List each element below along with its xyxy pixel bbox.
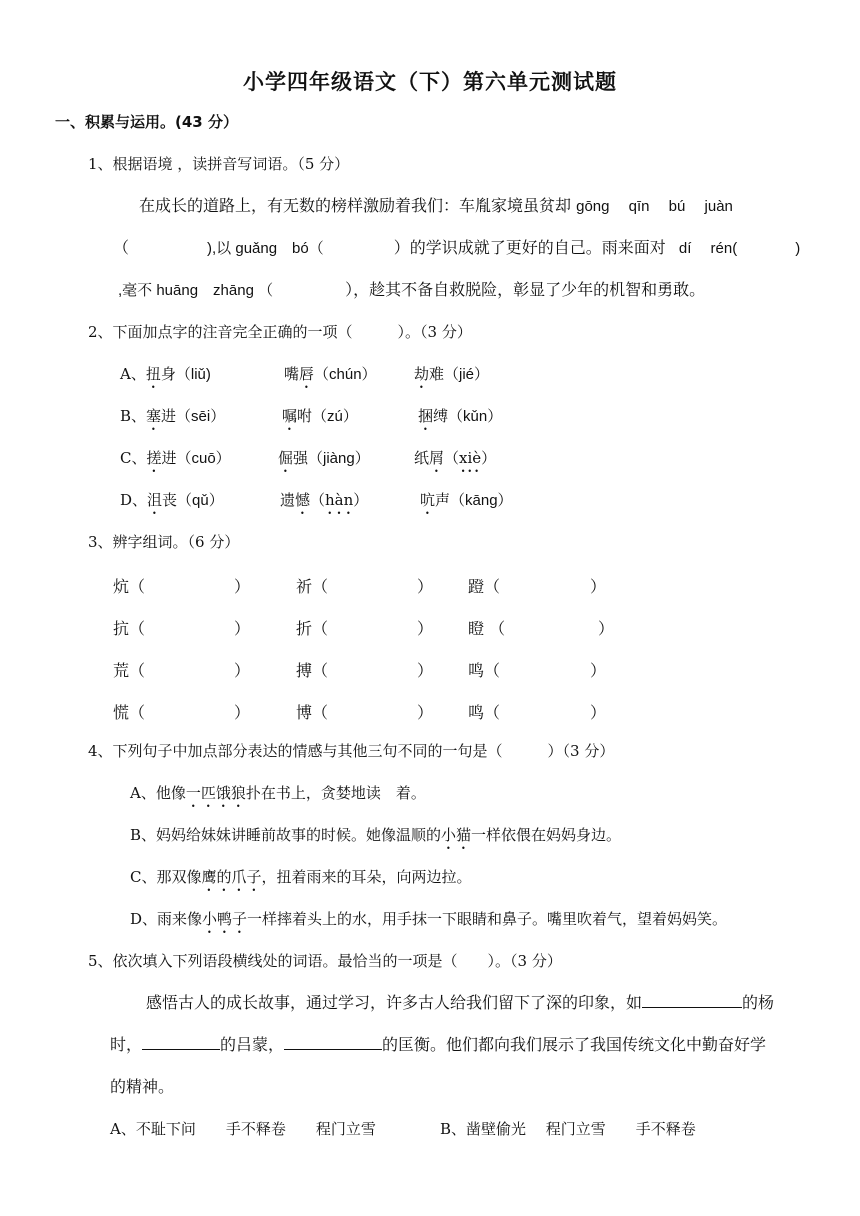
- q2-option-a-word-3: [414, 364, 489, 392]
- option-letter: C、: [120, 449, 147, 467]
- sentence-text: 一样依偎在妈妈身边。: [471, 826, 622, 844]
- q3-cell: 慌（: [113, 703, 146, 722]
- sentence-text: 一样摔着头上的水，用手抹一下眼睛和鼻子。嘴里吹着气，望着妈妈笑。: [247, 910, 728, 928]
- paragraph-text: 感悟古人的成长故事，通过学习，许多古人给我们留下了深的印象，如: [146, 993, 643, 1012]
- q1-pinyin-2: ),以 guǎng bó（: [207, 240, 324, 257]
- q2-option-b-word-3: [418, 406, 502, 434]
- q3-cell-close: ）: [234, 619, 251, 638]
- q3-cell: 炕（: [113, 577, 146, 596]
- q1-paren-open: （: [113, 238, 130, 257]
- q2-option-a[interactable]: [120, 364, 211, 392]
- q3-cell-close: ）: [417, 619, 434, 638]
- q3-cell: 瞪 （: [468, 619, 506, 638]
- q3-cell-close: ）: [598, 619, 615, 638]
- q2-option-b-word-2: [282, 406, 358, 434]
- q4-option-b[interactable]: [130, 825, 621, 853]
- dotted-phrase: 一匹饿狼: [185, 784, 246, 802]
- q3-cell: 荒（: [113, 661, 146, 680]
- q3-cell-close: ）: [417, 703, 434, 722]
- dotted-char: 搓: [146, 449, 162, 467]
- q1-line-2: [113, 238, 800, 259]
- q3-cell: 抗（: [113, 619, 146, 638]
- q3-cell: 鸣（: [468, 703, 501, 722]
- sentence-text: 扑在书上，贪婪地读 着。: [245, 784, 426, 802]
- question-2-heading: 2、下面加点字的注音完全正确的一项（ ）。（3 分）: [88, 323, 472, 341]
- q5-paragraph-line-1: [146, 993, 774, 1013]
- option-letter: D、: [120, 491, 148, 509]
- q3-cell-close: ）: [590, 661, 607, 680]
- question-1-heading: 1、根据语境 ，读拼音写词语。（5 分）: [88, 155, 350, 173]
- q3-cell: 祈（: [296, 577, 329, 596]
- q3-cell-close: ）: [234, 577, 251, 596]
- q2-option-d[interactable]: [120, 490, 224, 518]
- page-title: 小学四年级语文（下）第六单元测试题: [243, 70, 617, 94]
- plain-char: 纸: [414, 449, 430, 467]
- q3-cell-close: ）: [417, 577, 434, 596]
- pinyin-text: 丧（qǔ）: [162, 492, 224, 509]
- q1-line-3: [118, 280, 705, 301]
- sentence-text: D、雨来像: [130, 910, 203, 928]
- dotted-char: 倔: [278, 449, 294, 467]
- dotted-phrase: 小猫: [441, 826, 472, 844]
- section-heading-1: 一、积累与运用。(43 分）: [55, 113, 238, 131]
- q1-text-3: ），趁其不备自救脱险，彰显了少年的机智和勇敢。: [345, 280, 706, 299]
- q2-option-c[interactable]: [120, 448, 231, 476]
- pinyin-text: 缚（kǔn）: [433, 408, 503, 425]
- q3-cell: 鸣（: [468, 661, 501, 680]
- q1-text-2: ）的学识成就了更好的自己。雨来面对: [393, 238, 666, 257]
- q3-cell: 博（: [296, 703, 329, 722]
- plain-char: 嘴: [284, 365, 300, 383]
- sentence-text: A、他像: [130, 784, 186, 802]
- q2-option-c-word-2: [278, 448, 370, 476]
- q1-pinyin-3: dí rén(: [678, 240, 738, 257]
- paragraph-text: 的匡衡。他们都向我们展示了我国传统文化中勤奋好学: [382, 1035, 767, 1054]
- pinyin-text: 进（cuō）: [161, 450, 231, 467]
- q4-option-a[interactable]: [130, 783, 426, 811]
- pinyin-text: （chún）: [314, 366, 377, 383]
- plain-char: 遗: [280, 491, 296, 509]
- dotted-char: 塞: [146, 407, 162, 425]
- paragraph-text: 时，: [110, 1035, 143, 1054]
- q2-option-a-word-2: [284, 364, 377, 392]
- q5-paragraph-line-3: 的精神。: [110, 1077, 175, 1096]
- q1-pinyin-1: gōng qīn bú juàn: [576, 198, 733, 215]
- dotted-char: 憾（hàn）: [295, 491, 369, 509]
- q2-option-c-word-3: [414, 448, 496, 476]
- sentence-text: C、那双像: [130, 868, 202, 886]
- q3-cell: 折（: [296, 619, 329, 638]
- question-5-heading: 5、依次填入下列语段横线处的词语。最恰当的一项是（ ）。（3 分）: [88, 952, 562, 970]
- pinyin-text: 身（liǔ): [160, 366, 211, 383]
- q3-cell-close: ）: [234, 703, 251, 722]
- question-4-heading: 4、下列句子中加点部分表达的情感与其他三句不同的一句是（ ）（3 分）: [88, 742, 615, 760]
- dotted-char: 嘱: [282, 407, 298, 425]
- pinyin-text: 难（jié）: [429, 366, 490, 383]
- q1-pinyin-4: ,毫不 huāng zhāng （: [118, 282, 274, 299]
- q2-option-b[interactable]: [120, 406, 225, 434]
- q3-cell-close: ）: [234, 661, 251, 680]
- dotted-char: 扭: [145, 365, 161, 383]
- q5-blank-1[interactable]: [642, 993, 742, 1008]
- pinyin-text: 声（kāng）: [435, 492, 513, 509]
- pinyin-text: 强（jiàng）: [293, 450, 370, 467]
- pinyin-text: 进（sēi）: [161, 408, 226, 425]
- q2-option-d-word-3: [420, 490, 513, 518]
- dotted-phrase: 鹰的爪子: [201, 868, 262, 886]
- sentence-text: B、妈妈给妹妹讲睡前故事的时候。她像温顺的: [130, 826, 442, 844]
- q5-paragraph-line-2: [110, 1035, 766, 1055]
- dotted-char: 捆: [418, 407, 434, 425]
- dotted-char: 沮: [147, 491, 163, 509]
- q3-cell: 搏（: [296, 661, 329, 680]
- q4-option-c[interactable]: [130, 867, 472, 895]
- paragraph-text: 的吕蒙，: [220, 1035, 285, 1054]
- q2-option-d-word-2: [280, 490, 368, 518]
- q3-cell-close: ）: [590, 577, 607, 596]
- sentence-text: ，扭着雨来的耳朵，向两边拉。: [261, 868, 472, 886]
- dotted-char: 劫: [414, 365, 430, 383]
- dotted-phrase: 小鸭子: [202, 910, 248, 928]
- question-3-heading: 3、辨字组词。（6 分）: [88, 533, 240, 551]
- q5-blank-3[interactable]: [284, 1035, 382, 1050]
- pinyin-text: 咐（zú）: [297, 408, 358, 425]
- dotted-char: 吭: [420, 491, 436, 509]
- q3-cell-close: ）: [417, 661, 434, 680]
- q1-line-1: [139, 196, 733, 217]
- paragraph-text: 的杨: [742, 993, 775, 1012]
- q3-cell: 蹬（: [468, 577, 501, 596]
- q3-cell-close: ）: [590, 703, 607, 722]
- option-letter: A、: [120, 365, 146, 383]
- q5-option-a[interactable]: A、不耻下问 手不释卷 程门立雪: [110, 1120, 376, 1138]
- option-letter: B、: [120, 407, 147, 425]
- q1-paren-close: ): [795, 240, 801, 257]
- q4-option-d[interactable]: [130, 909, 727, 937]
- q5-blank-2[interactable]: [142, 1035, 220, 1050]
- dotted-char: 屑（xiè）: [429, 449, 497, 467]
- dotted-char: 唇: [299, 365, 315, 383]
- q5-option-b[interactable]: B、凿壁偷光 程门立雪 手不释卷: [440, 1120, 696, 1138]
- q1-text: 在成长的道路上，有无数的榜样激励着我们：车胤家境虽贫却: [139, 196, 572, 215]
